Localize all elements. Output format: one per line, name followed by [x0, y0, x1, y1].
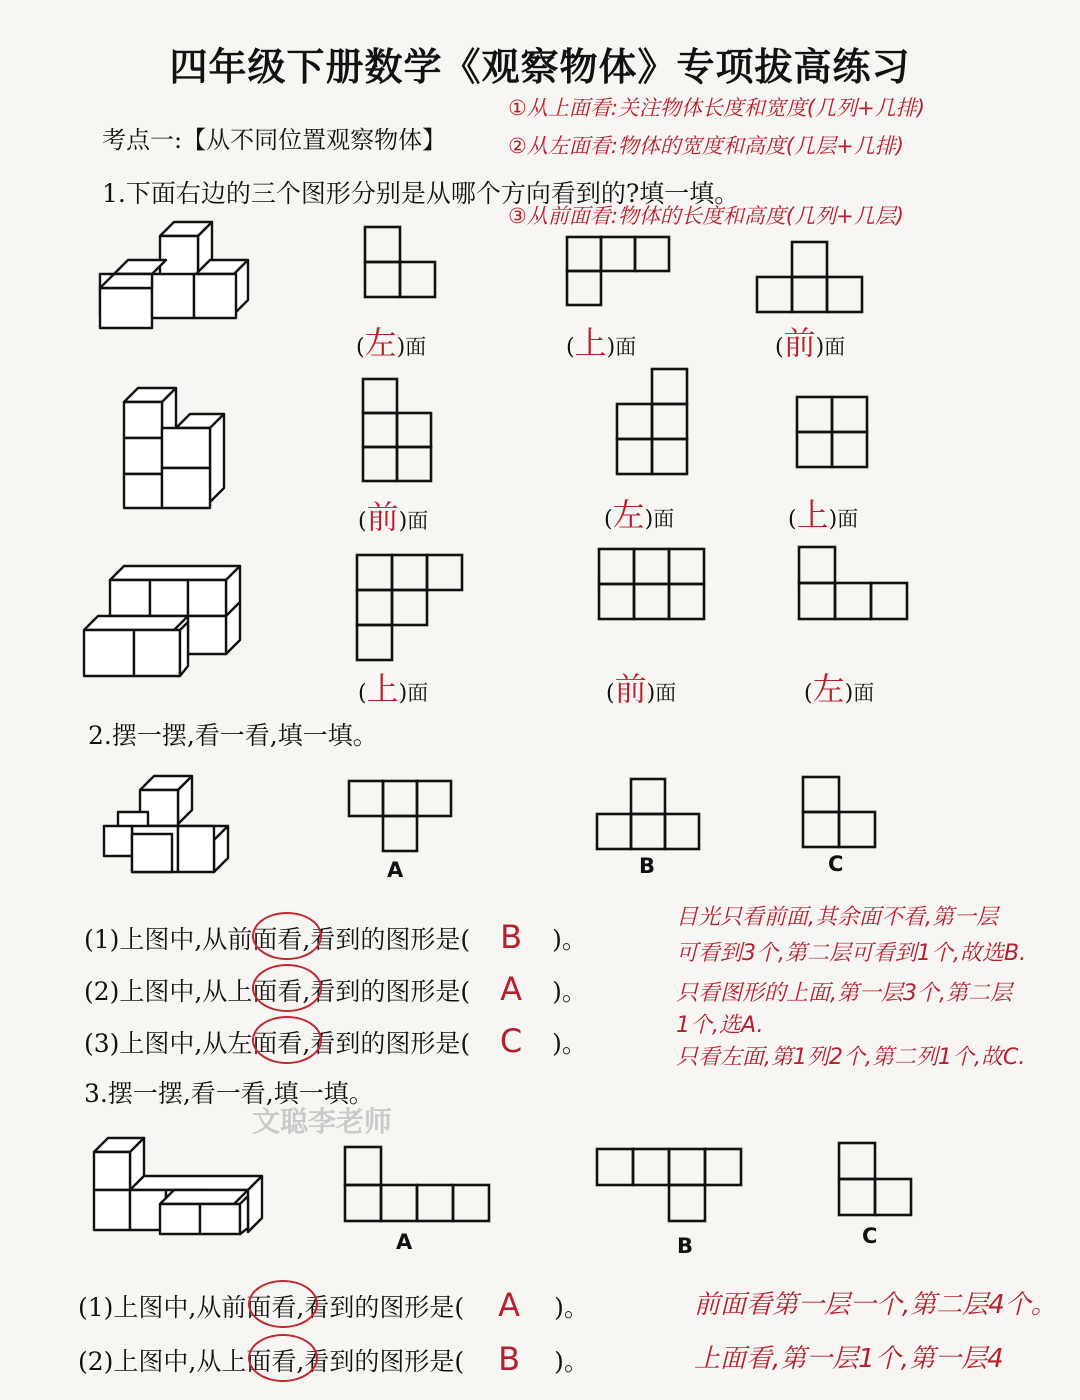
q2-line-3: (3)上图中,从左面看,看到的图形是( C )。: [84, 1022, 587, 1060]
q1-row3-view-top: [356, 554, 468, 666]
q1-r2-label-1: (前)面: [358, 498, 429, 536]
q1-row3-view-left: [798, 546, 910, 626]
page-title: 四年级下册数学《观察物体》专项拔高练习: [169, 45, 911, 89]
q1-row1-solid: [100, 222, 260, 332]
q1-r3-label-2: (前)面: [606, 670, 677, 708]
q1-r1-label-2: (上)面: [566, 324, 637, 362]
q2-solid: [104, 776, 234, 872]
q2-option-c-figure: [802, 776, 878, 850]
q1-row1-view-left: [364, 226, 444, 301]
q2-stem: 2.摆一摆,看一看,填一填。: [88, 721, 378, 750]
q2-line-2: (2)上图中,从上面看,看到的图形是( A )。: [84, 970, 587, 1008]
q2-line-1-circle: [252, 912, 322, 960]
q1-r2-label-2: (左)面: [604, 496, 675, 534]
q2-explain-3: 只看图形的上面,第一层3个,第二层: [676, 981, 1012, 1006]
q3-option-c-label: C: [862, 1224, 878, 1248]
q1-row1-view-front: [756, 241, 866, 316]
q2-option-c-label: C: [828, 852, 844, 876]
q2-line-3-circle: [252, 1016, 322, 1064]
note-top: ①从上面看:关注物体长度和宽度(几列+几排): [508, 96, 925, 120]
q3-option-b-figure: [596, 1148, 746, 1228]
q1-row2-view-top: [796, 396, 876, 476]
watermark: 文聪李老师: [252, 1105, 393, 1138]
q3-option-b-label: B: [677, 1234, 694, 1258]
q2-option-b-label: B: [639, 854, 656, 878]
q3-option-a-label: A: [396, 1230, 413, 1254]
q1-r3-label-1: (上)面: [358, 670, 429, 708]
note-front: ③从前面看:物体的长度和高度(几列+几层): [508, 204, 904, 228]
q3-option-c-figure: [838, 1142, 916, 1220]
q2-line-2-circle: [252, 964, 322, 1012]
q1-r1-label-3: (前)面: [775, 324, 846, 362]
q2-explain-4: 1个,选A.: [676, 1013, 764, 1038]
q1-row2-view-front: [362, 378, 442, 490]
q3-line-1-circle: [248, 1280, 318, 1328]
kaodian-heading: 考点一:【从不同位置观察物体】: [102, 126, 447, 154]
q3-line-1-note: 前面看第一层一个,第二层4个。: [694, 1290, 1057, 1320]
q2-option-a-label: A: [387, 858, 404, 882]
q2-explain-2: 可看到3个,第二层可看到1个,故选B.: [676, 941, 1027, 966]
q1-row1-view-top: [566, 236, 676, 311]
q1-row3-view-front: [598, 548, 710, 628]
q1-row2-solid: [124, 388, 234, 508]
q3-line-2-circle: [248, 1334, 318, 1382]
q3-stem: 3.摆一摆,看一看,填一填。: [84, 1079, 374, 1108]
q2-option-b-figure: [596, 778, 704, 852]
q3-solid: [94, 1138, 266, 1234]
q3-line-2-note: 上面看,第一层1个,第一层4: [694, 1344, 1004, 1374]
q2-explain-5: 只看左面,第1列2个,第二列1个,故C.: [676, 1045, 1026, 1070]
q3-option-a-figure: [344, 1146, 494, 1226]
note-left: ②从左面看:物体的宽度和高度(几层+几排): [508, 134, 904, 158]
q1-row2-view-left: [616, 368, 696, 480]
q2-explain-1: 目光只看前面,其余面不看,第一层: [676, 905, 998, 930]
q1-stem: 1.下面右边的三个图形分别是从哪个方向看到的?填一填。: [102, 179, 740, 208]
q3-line-1: (1)上图中,从前面看,看到的图形是( A )。: [78, 1286, 589, 1324]
q3-line-2: (2)上图中,从上面看,看到的图形是( B )。: [78, 1340, 589, 1378]
q1-r2-label-3: (上)面: [788, 496, 859, 534]
q2-option-a-figure: [348, 780, 456, 854]
q1-r3-label-3: (左)面: [804, 670, 875, 708]
q2-line-1: (1)上图中,从前面看,看到的图形是( B )。: [84, 918, 587, 956]
q1-r1-label-1: (左)面: [356, 324, 427, 362]
q1-row3-solid: [84, 566, 244, 682]
